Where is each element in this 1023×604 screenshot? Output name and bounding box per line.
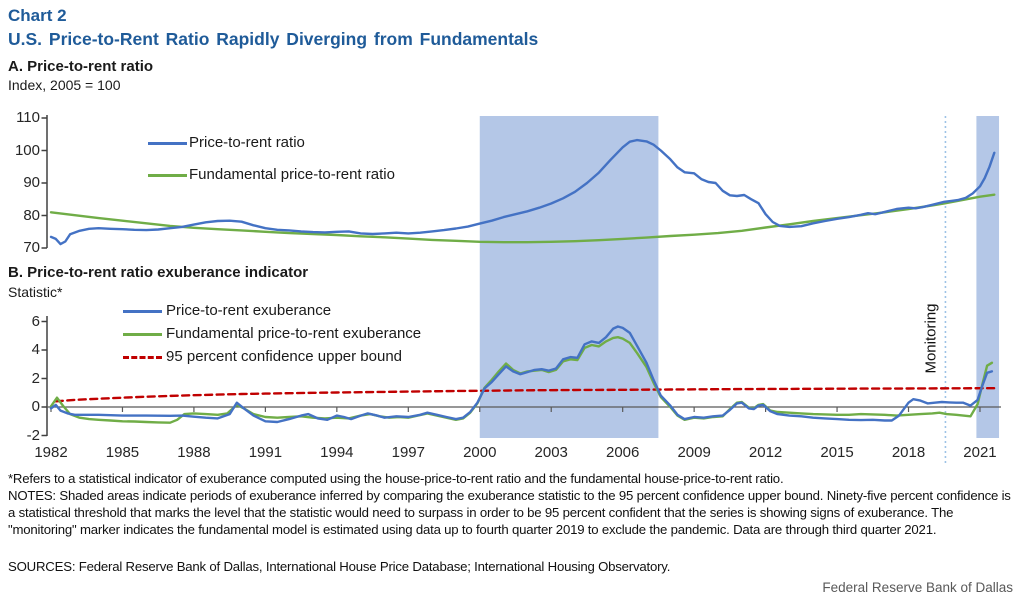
panel-b-y-label: 6 [31,312,40,330]
panel-a-y-label: 90 [23,174,40,191]
panel-b-y-label: -2 [26,426,40,444]
legend-b-bound-sample [123,356,162,359]
monitoring-marker-label: Monitoring [922,303,940,374]
x-axis-year-label: 2021 [963,444,997,461]
x-axis-year-label: 2015 [820,444,854,461]
x-axis-year-label: 2003 [534,444,568,461]
legend-b-fundamental-label: Fundamental price-to-rent exuberance [166,325,422,342]
x-axis-year-label: 2018 [891,444,926,461]
panel-a-y-label: 100 [14,141,40,159]
panel-b-y-label: 0 [31,398,40,415]
publisher-footer: Federal Reserve Bank of Dallas [822,580,1013,595]
panel-a-y-label: 110 [16,109,40,126]
panel-b-heading: B. Price-to-rent ratio exuberance indicator [8,264,309,281]
panel-a-y-label: 70 [23,239,40,256]
x-axis-year-label: 1985 [105,444,140,461]
legend-b-exuberance-label: Price-to-rent exuberance [166,302,332,319]
page-title: U.S. Price-to-Rent Ratio Rapidly Diverging from Fundamentals [8,29,539,49]
x-axis-year-label: 2009 [677,444,711,461]
x-axis-year-label: 1982 [34,444,68,461]
panel-b-y-label: 2 [31,369,40,387]
panel-a-y-label: 80 [23,206,40,224]
legend-b-bound-label: 95 percent confidence upper bound [166,348,403,365]
x-axis-year-label: 1997 [391,444,425,461]
x-axis-year-label: 1994 [320,444,354,461]
panel-a-heading: A. Price-to-rent ratio [8,58,154,75]
panel-b-y-label: 4 [31,341,40,358]
legend-b-exuberance-sample [123,310,162,313]
footnote-sources: SOURCES: Federal Reserve Bank of Dallas, International House Price Database; International Housing Observatory. [8,559,671,574]
legend-a-fundamental-label: Fundamental price-to-rent ratio [189,166,395,183]
x-axis-year-label: 2006 [605,444,640,461]
legend-a-price-sample [148,142,187,145]
footnote-notes: NOTES: Shaded areas indicate periods of exuberance inferred by comparing the exuberance statistic to the 95 percent confidence upper bound. Ninety-five percent confidence is a statistical threshold that marks the level that the statistic would need to surpass in order to be 95 percent confident that the series is showing signs of exuberance. The "monitoring" marker indicates the fundamental model is estimated using data up to fourth quarter 2019 to exclude the pandemic. Data are through third quarter 2021. [8,488,1011,537]
panel-b-unit-label: Statistic* [8,284,63,300]
x-axis-year-label: 1991 [248,444,283,461]
legend-a-price-label: Price-to-rent ratio [189,134,305,151]
x-axis-year-label: 2000 [463,444,497,461]
panel-a-unit-label: Index, 2005 = 100 [8,77,121,93]
x-axis-year-label: 2012 [748,444,783,461]
chart-number: Chart 2 [8,6,67,25]
legend-a-fundamental-sample [148,174,187,177]
footnote-asterisk: *Refers to a statistical indicator of exuberance computed using the house-price-to-rent ratio and the fundamental house-price-to-rent ratio. [8,471,784,486]
legend-b-fundamental-sample [123,333,162,336]
x-axis-year-label: 1988 [177,444,211,461]
